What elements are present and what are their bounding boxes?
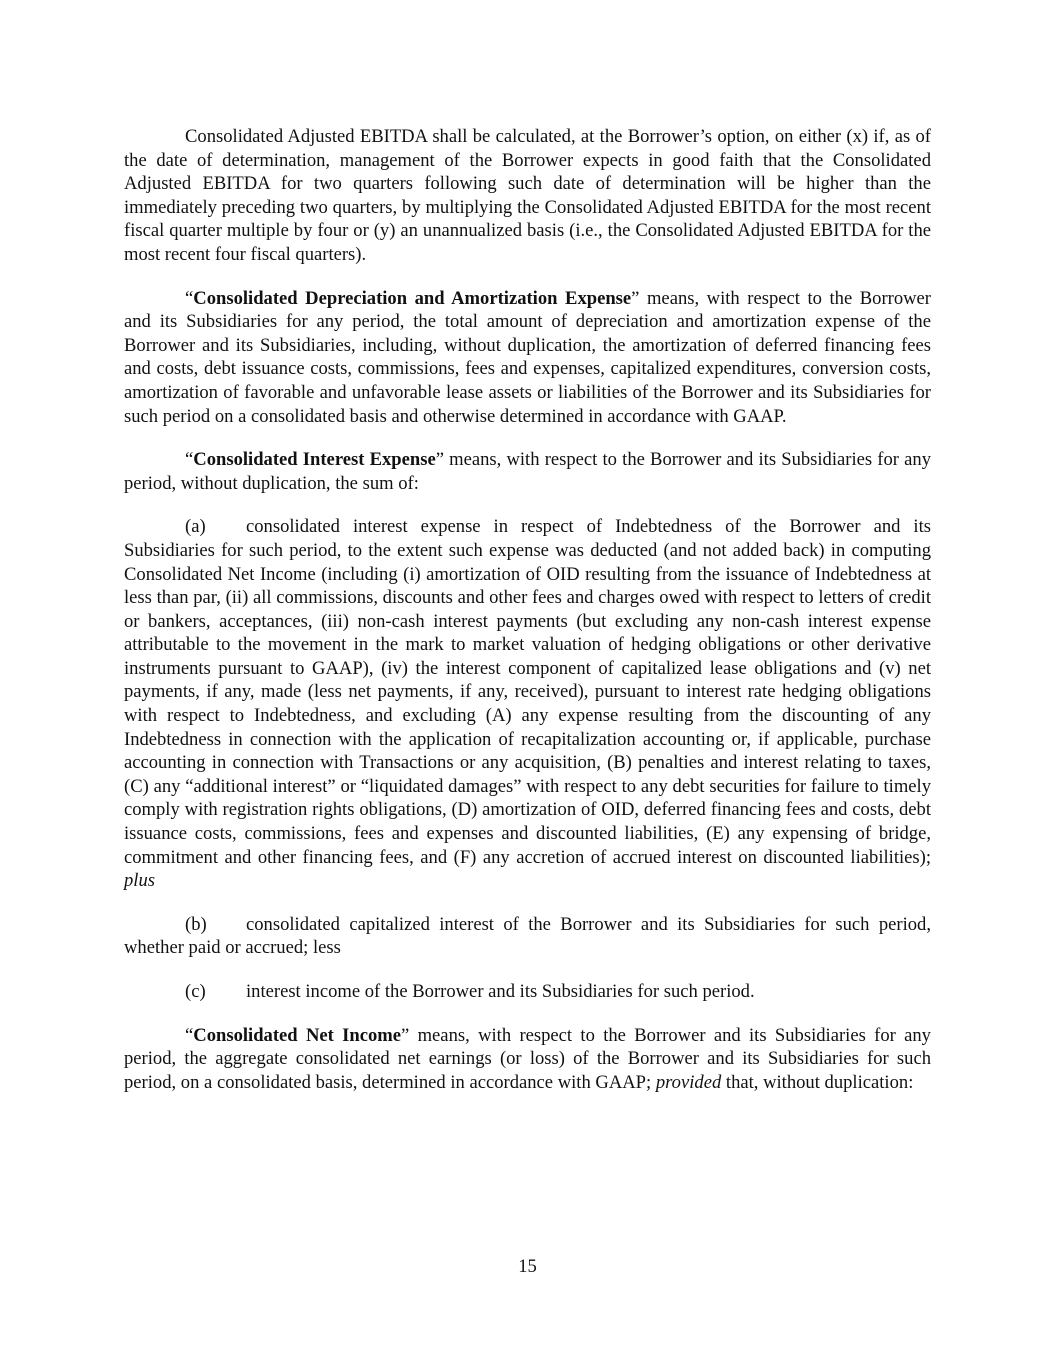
open-quote: “ [185,287,194,309]
definition-net-income [124,1024,931,1095]
definition-emphasis: provided [655,1071,722,1093]
open-quote: “ [185,1024,194,1046]
item-text: consolidated capitalized interest of the Borrower and its Subsidiaries for such period, whether paid or accrued; less [124,913,931,959]
item-emphasis: plus [124,870,155,892]
item-label: (b) [185,913,207,935]
paragraph-ebitda-calculation [124,125,931,267]
definition-text: ” means, with respect to the Borrower and its Subsidiaries for any period, the aggregate consolidated net earnings (or loss) of the Borrower and its Subsidiaries for such period, on a consolidated basis, determined in accordance with GAAP; [124,1024,931,1093]
item-label: (c) [185,981,206,1002]
document-page [124,125,931,1114]
list-item-a [124,515,931,893]
definition-text: ” means, with respect to the Borrower and its Subsidiaries for any period, the total amount of depreciation and amortization expense of the Borrower and its Subsidiaries, including, without duplication, the amortization of deferred financing fees and costs, debt issuance costs, commissions, fees and expenses, capitalized expenditures, conversion costs, amortization of favorable and unfavorable lease assets or liabilities of the Borrower and its Subsidiaries for such period on a consolidated basis and otherwise determined in accordance with GAAP. [124,287,932,427]
definition-interest-expense [124,448,931,495]
list-item-b [124,913,931,960]
item-label: (a) [185,516,206,538]
paragraph-text: Consolidated Adjusted EBITDA shall be calculated, at the Borrower’s option, on either (x) if, as of the date of determination, management of the Borrower expects in good faith that the Consolidated Adjusted EBITDA for two quarters following such date of determination will be higher than the immediately preceding two quarters, by multiplying the Consolidated Adjusted EBITDA for the most recent fiscal quarter multiple by four or (y) an unannualized basis (i.e., the Consolidated Adjusted EBITDA for the most recent four fiscal quarters). [124,126,931,265]
defined-term: Consolidated Depreciation and Amortization Expense [193,287,632,309]
definition-text: ” means, with respect to the Borrower and its Subsidiaries for any period, without duplication, the sum of: [124,449,931,494]
page-number: 15 [518,1256,537,1277]
item-text: interest income of the Borrower and its Subsidiaries for such period. [246,981,755,1002]
list-item-c [124,980,931,1004]
item-text: consolidated interest expense in respect of Indebtedness of the Borrower and its Subsidiaries for such period, to the extent such expense was deducted (and not added back) in computing Consolidated Net Income (including (i) amortization of OID resulting from the issuance of Indebtedness at less than par, (ii) all commissions, discounts and other fees and charges owed with respect to letters of credit or bankers, acceptances, (iii) non-cash interest payments (but excluding any non-cash interest expense attributable to the movement in the mark to market valuation of hedging obligations or other derivative instruments pursuant to GAAP), (iv) the interest component of capitalized lease obligations and (v) net payments, if any, made (less net payments, if any, received), pursuant to interest rate hedging obligations with respect to Indebtedness, and excluding (A) any expense resulting from the discounting of any Indebtedness in connection with the application of recapitalization accounting or, if applicable, purchase accounting in connection with Transactions or any acquisition, (B) penalties and interest relating to taxes, (C) any “additional interest” or “liquidated damages” with respect to any debt securities for failure to timely comply with registration rights obligations, (D) amortization of OID, deferred financing fees and costs, debt issuance costs, commissions, fees and expenses and discounted liabilities, (E) any expensing of bridge, commitment and other financing fees, and (F) any accretion of accrued interest on discounted liabilities); [124,516,931,868]
defined-term: Consolidated Interest Expense [193,449,436,471]
definition-depreciation-amortization [124,287,931,429]
defined-term: Consolidated Net Income [193,1024,402,1046]
definition-text-end: that, without duplication: [721,1071,914,1093]
open-quote: “ [185,449,194,471]
